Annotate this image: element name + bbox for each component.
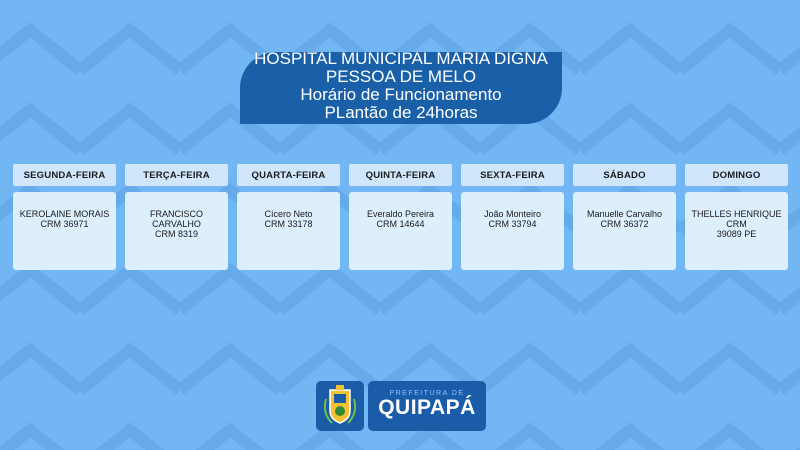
hospital-name-line2: PESSOA DE MELO [325,67,477,86]
schedule-heading: Horário de Funcionamento [300,85,502,104]
municipal-coat-of-arms-icon [316,381,364,431]
doctor-card [125,192,228,270]
day-column-tuesday [125,164,228,270]
day-header: QUINTA-FEIRA [349,164,452,186]
day-header: SÁBADO [573,164,676,186]
doctor-name: FRANCISCO CARVALHO [149,209,203,229]
day-column-sunday [685,164,788,270]
doctor-card [13,192,116,270]
day-header: TERÇA-FEIRA [125,164,228,186]
schedule-subheading: PLantão de 24horas [324,103,478,122]
doctor-name: Manuelle Carvalho [586,209,663,219]
doctor-card [573,192,676,270]
doctor-name: KEROLAINE MORAIS [19,209,110,219]
day-column-thursday [349,164,452,270]
prefeitura-logo [316,381,486,431]
doctor-name: Cícero Neto [264,209,313,219]
doctor-name: Everaldo Pereira [366,209,435,219]
doctor-card [461,192,564,270]
title-banner [240,49,562,124]
day-column-friday [461,164,564,270]
doctor-card [237,192,340,270]
logo-city-name: QUIPAPÁ [378,396,476,419]
doctor-name: THELLES HENRIQUE CRM [691,209,782,229]
doctor-crm: CRM 14644 [376,219,425,229]
doctor-name: João Monteiro [483,209,542,219]
doctor-crm: CRM 8319 [154,229,199,239]
logo-small-text: PREFEITURA DE [389,390,465,397]
doctor-crm: 39089 PE [716,229,757,239]
doctor-crm: CRM 36971 [40,219,89,229]
day-column-wednesday [237,164,340,270]
doctor-crm: CRM 36372 [600,219,649,229]
day-header: SEGUNDA-FEIRA [13,164,116,186]
doctor-crm: CRM 33794 [488,219,537,229]
day-header: QUARTA-FEIRA [237,164,340,186]
day-header: SEXTA-FEIRA [461,164,564,186]
day-column-saturday [573,164,676,270]
hospital-name-line1: HOSPITAL MUNICIPAL MARIA DIGNA [254,49,548,68]
doctor-card [349,192,452,270]
weekly-schedule [13,164,787,270]
doctor-crm: CRM 33178 [264,219,313,229]
prefeitura-wordmark [368,381,486,431]
day-column-monday [13,164,116,270]
doctor-card [685,192,788,270]
day-header: DOMINGO [685,164,788,186]
